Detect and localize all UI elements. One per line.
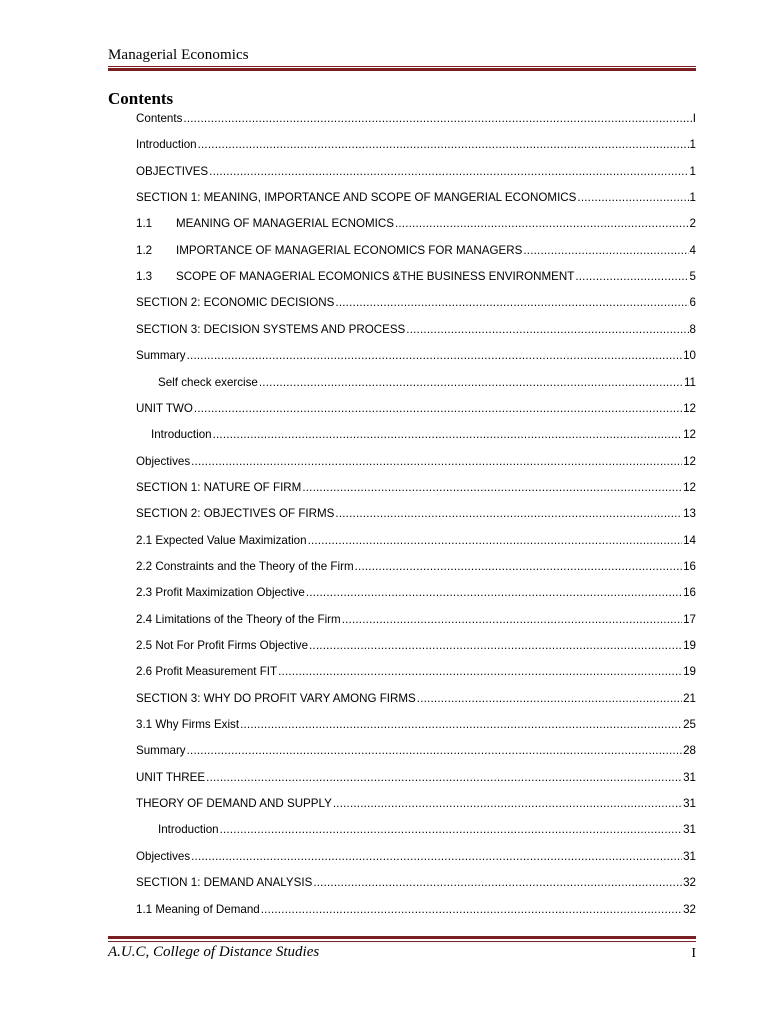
toc-entry-label bbox=[136, 164, 208, 180]
toc-entry[interactable] bbox=[151, 427, 696, 443]
toc-entry-page: 31 bbox=[683, 849, 696, 863]
toc-entry-label bbox=[136, 322, 405, 338]
toc-entry[interactable] bbox=[136, 770, 696, 786]
toc-dot-leader bbox=[313, 875, 682, 891]
toc-entry-page: 14 bbox=[683, 533, 696, 547]
toc-dot-leader bbox=[577, 190, 688, 206]
toc-entry-label bbox=[136, 770, 205, 786]
toc-entry-page: 5 bbox=[689, 270, 696, 284]
toc-dot-leader bbox=[523, 243, 688, 259]
toc-dot-leader bbox=[191, 454, 682, 470]
toc-entry-text: Introduction bbox=[158, 823, 219, 837]
toc-entry-label bbox=[136, 216, 394, 232]
toc-dot-leader bbox=[183, 111, 691, 127]
toc-entry-text: SECTION 2: ECONOMIC DECISIONS bbox=[136, 296, 335, 310]
toc-entry-page: 6 bbox=[689, 296, 696, 310]
toc-dot-leader bbox=[213, 427, 683, 443]
toc-entry-page: 2 bbox=[689, 217, 696, 231]
toc-entry-label bbox=[136, 796, 332, 812]
toc-entry-text: SECTION 1: DEMAND ANALYSIS bbox=[136, 876, 313, 890]
toc-dot-leader bbox=[306, 585, 682, 601]
toc-entry-label bbox=[136, 190, 576, 206]
toc-entry[interactable] bbox=[136, 348, 696, 364]
toc-entry[interactable] bbox=[136, 164, 696, 180]
toc-entry-label bbox=[136, 612, 341, 628]
toc-entry[interactable] bbox=[136, 743, 696, 759]
toc-entry[interactable] bbox=[136, 875, 696, 891]
toc-entry-text: SCOPE OF MANAGERIAL ECOMONICS &THE BUSINESS ENVIRONMENT bbox=[176, 270, 575, 284]
toc-entry-text: UNIT TWO bbox=[136, 401, 193, 415]
toc-entry[interactable] bbox=[136, 691, 696, 707]
toc-entry-page: 1 bbox=[689, 138, 696, 152]
toc-entry-page: 32 bbox=[683, 876, 696, 890]
toc-entry[interactable] bbox=[136, 269, 696, 285]
toc-entry-label bbox=[136, 401, 193, 417]
toc-dot-leader bbox=[342, 612, 682, 628]
toc-entry-page: 19 bbox=[683, 639, 696, 652]
toc-entry-label bbox=[136, 849, 190, 865]
toc-entry-page: 31 bbox=[683, 823, 696, 837]
toc-entry-page: 1 bbox=[689, 164, 696, 178]
toc-dot-leader bbox=[187, 743, 682, 759]
toc-entry[interactable] bbox=[136, 454, 696, 470]
toc-dot-leader bbox=[395, 216, 689, 232]
toc-entry-label bbox=[136, 454, 190, 470]
toc-dot-leader bbox=[417, 691, 682, 707]
toc-entry-page: 12 bbox=[683, 480, 696, 494]
toc-entry[interactable] bbox=[136, 243, 696, 259]
toc-entry-label bbox=[136, 269, 574, 285]
toc-entry-page: 31 bbox=[683, 797, 696, 811]
toc-entry-label bbox=[136, 638, 308, 654]
toc-entry-page: 31 bbox=[683, 770, 696, 784]
footer-rule-thick bbox=[108, 936, 696, 939]
toc-entry-text: SECTION 1: MEANING, IMPORTANCE AND SCOPE OF MANGERIAL ECONOMICS bbox=[136, 191, 577, 205]
toc-entry-label bbox=[136, 348, 186, 364]
toc-entry[interactable] bbox=[136, 559, 696, 575]
toc-entry[interactable] bbox=[136, 401, 696, 417]
toc-entry[interactable] bbox=[136, 612, 696, 628]
toc-entry-text: THEORY OF DEMAND AND SUPPLY bbox=[136, 797, 332, 811]
toc-entry-text: 2.3 Profit Maximization Objective bbox=[136, 586, 305, 600]
toc-entry-text: Objectives bbox=[136, 849, 191, 863]
toc-entry[interactable] bbox=[158, 822, 696, 838]
toc-entry[interactable] bbox=[136, 480, 696, 496]
toc-entry-page: 8 bbox=[689, 322, 696, 336]
toc-dot-leader bbox=[187, 348, 682, 364]
toc-entry[interactable] bbox=[136, 585, 696, 601]
toc-entry-page: 25 bbox=[683, 718, 696, 732]
toc-entry-text: Introduction bbox=[136, 138, 197, 152]
page-header-title: Managerial Economics bbox=[108, 47, 249, 63]
toc-entry-page: 12 bbox=[683, 401, 696, 415]
toc-entry[interactable] bbox=[136, 638, 696, 654]
toc-entry-label bbox=[136, 559, 354, 575]
toc-dot-leader bbox=[220, 822, 683, 838]
toc-entry-page: I bbox=[692, 112, 696, 125]
toc-dot-leader bbox=[240, 717, 682, 733]
toc-entry-text: OBJECTIVES bbox=[136, 164, 209, 178]
toc-entry-label bbox=[158, 375, 258, 391]
toc-entry-page: 28 bbox=[683, 744, 696, 758]
toc-entry-text: 1.1 Meaning of Demand bbox=[136, 902, 260, 916]
toc-entry-label bbox=[136, 875, 312, 891]
footer-rule-thin bbox=[108, 941, 696, 942]
toc-entry-text: UNIT THREE bbox=[136, 770, 206, 784]
toc-dot-leader bbox=[335, 506, 682, 522]
toc-entry-label bbox=[136, 137, 197, 153]
toc-entry-text: SECTION 2: OBJECTIVES OF FIRMS bbox=[136, 507, 335, 521]
toc-entry-text: Objectives bbox=[136, 454, 191, 468]
toc-entry-number: 1.1 bbox=[136, 217, 153, 231]
toc-entry-label bbox=[136, 691, 416, 707]
toc-dot-leader bbox=[406, 322, 688, 338]
toc-dot-leader bbox=[198, 137, 689, 153]
toc-entry-page: 1 bbox=[689, 191, 696, 205]
toc-entry-text: 2.6 Profit Measurement FIT bbox=[136, 665, 278, 679]
toc-entry-label bbox=[136, 743, 186, 759]
toc-entry-text: SECTION 3: WHY DO PROFIT VARY AMONG FIRMS bbox=[136, 691, 416, 705]
toc-entry-page: 12 bbox=[683, 428, 696, 442]
toc-dot-leader bbox=[308, 533, 683, 549]
toc-entry[interactable] bbox=[136, 111, 696, 127]
toc-entry-text: 3.1 Why Firms Exist bbox=[136, 718, 240, 732]
toc-entry-label bbox=[136, 295, 334, 311]
toc-entry[interactable] bbox=[136, 533, 696, 549]
toc-dot-leader bbox=[261, 902, 682, 918]
footer-page-number: I bbox=[691, 946, 696, 961]
toc-dot-leader bbox=[206, 770, 682, 786]
toc-entry-label bbox=[151, 427, 212, 443]
toc-entry-label bbox=[136, 533, 307, 549]
toc-entry[interactable] bbox=[136, 137, 696, 153]
toc-entry[interactable] bbox=[158, 375, 696, 391]
toc-entry-text: Summary bbox=[136, 744, 186, 758]
toc-entry-page: 17 bbox=[683, 612, 696, 626]
toc-dot-leader bbox=[209, 164, 688, 180]
toc-entry-text: IMPORTANCE OF MANAGERIAL ECONOMICS FOR MANAGERS bbox=[176, 243, 523, 257]
toc-entry-page: 16 bbox=[683, 586, 696, 600]
toc-entry[interactable] bbox=[136, 796, 696, 812]
contents-heading: Contents bbox=[108, 89, 174, 108]
toc-dot-leader bbox=[335, 295, 688, 311]
toc-dot-leader bbox=[309, 638, 682, 654]
toc-entry[interactable] bbox=[136, 717, 696, 733]
toc-entry-text: Contents bbox=[136, 112, 183, 125]
toc-entry-page: 11 bbox=[683, 375, 696, 389]
toc-entry[interactable] bbox=[136, 216, 696, 232]
toc-dot-leader bbox=[194, 401, 682, 417]
toc-entry-label bbox=[136, 506, 334, 522]
toc-entry-page: 19 bbox=[683, 665, 696, 679]
toc-entry-label bbox=[158, 822, 219, 838]
toc-entry-page: 10 bbox=[683, 349, 696, 363]
toc-entry-label bbox=[136, 664, 277, 680]
toc-entry-text: MEANING OF MANAGERIAL ECNOMICS bbox=[176, 217, 394, 231]
toc-dot-leader bbox=[191, 849, 682, 865]
toc-entry[interactable] bbox=[136, 849, 696, 865]
toc-entry-text: Introduction bbox=[151, 428, 212, 442]
toc-entry-number: 1.2 bbox=[136, 243, 153, 257]
toc-entry-text: Summary bbox=[136, 349, 186, 363]
toc-entry-text: 2.4 Limitations of the Theory of the Firm bbox=[136, 612, 341, 626]
toc-entry-number: 1.3 bbox=[136, 270, 153, 284]
toc-dot-leader bbox=[575, 269, 688, 285]
toc-dot-leader bbox=[302, 480, 682, 496]
toc-dot-leader bbox=[259, 375, 683, 391]
toc-entry[interactable] bbox=[136, 902, 696, 918]
toc-entry-page: 16 bbox=[683, 559, 696, 573]
toc-entry-label bbox=[136, 480, 301, 496]
toc-entry[interactable] bbox=[136, 322, 696, 338]
toc-dot-leader bbox=[333, 796, 682, 812]
toc-entry-text: Self check exercise bbox=[158, 375, 258, 389]
toc-entry[interactable] bbox=[136, 295, 696, 311]
toc-entry[interactable] bbox=[136, 506, 696, 522]
toc-dot-leader bbox=[278, 664, 682, 680]
toc-entry-text: 2.5 Not For Profit Firms Objective bbox=[136, 639, 309, 652]
toc-entry-text: SECTION 3: DECISION SYSTEMS AND PROCESS bbox=[136, 322, 406, 336]
toc-dot-leader bbox=[355, 559, 682, 575]
toc-entry-page: 21 bbox=[683, 691, 696, 705]
toc-entry-label bbox=[136, 717, 239, 733]
toc-entry-text: 2.1 Expected Value Maximization bbox=[136, 533, 307, 547]
toc-entry-page: 13 bbox=[683, 507, 696, 521]
toc-entry-text: 2.2 Constraints and the Theory of the Firm bbox=[136, 559, 354, 573]
toc-entry-page: 4 bbox=[689, 243, 696, 257]
toc-entry-label bbox=[136, 902, 260, 918]
toc-entry-label bbox=[136, 243, 522, 259]
toc-entry-label bbox=[136, 111, 182, 127]
toc-entry-text: SECTION 1: NATURE OF FIRM bbox=[136, 480, 302, 494]
toc-entry-page: 12 bbox=[683, 454, 696, 468]
toc-entry-page: 32 bbox=[683, 902, 696, 916]
toc-entry[interactable] bbox=[136, 664, 696, 680]
toc-entry[interactable] bbox=[136, 190, 696, 206]
toc-entry-label bbox=[136, 585, 305, 601]
footer-institution: A.U.C, College of Distance Studies bbox=[108, 944, 320, 960]
